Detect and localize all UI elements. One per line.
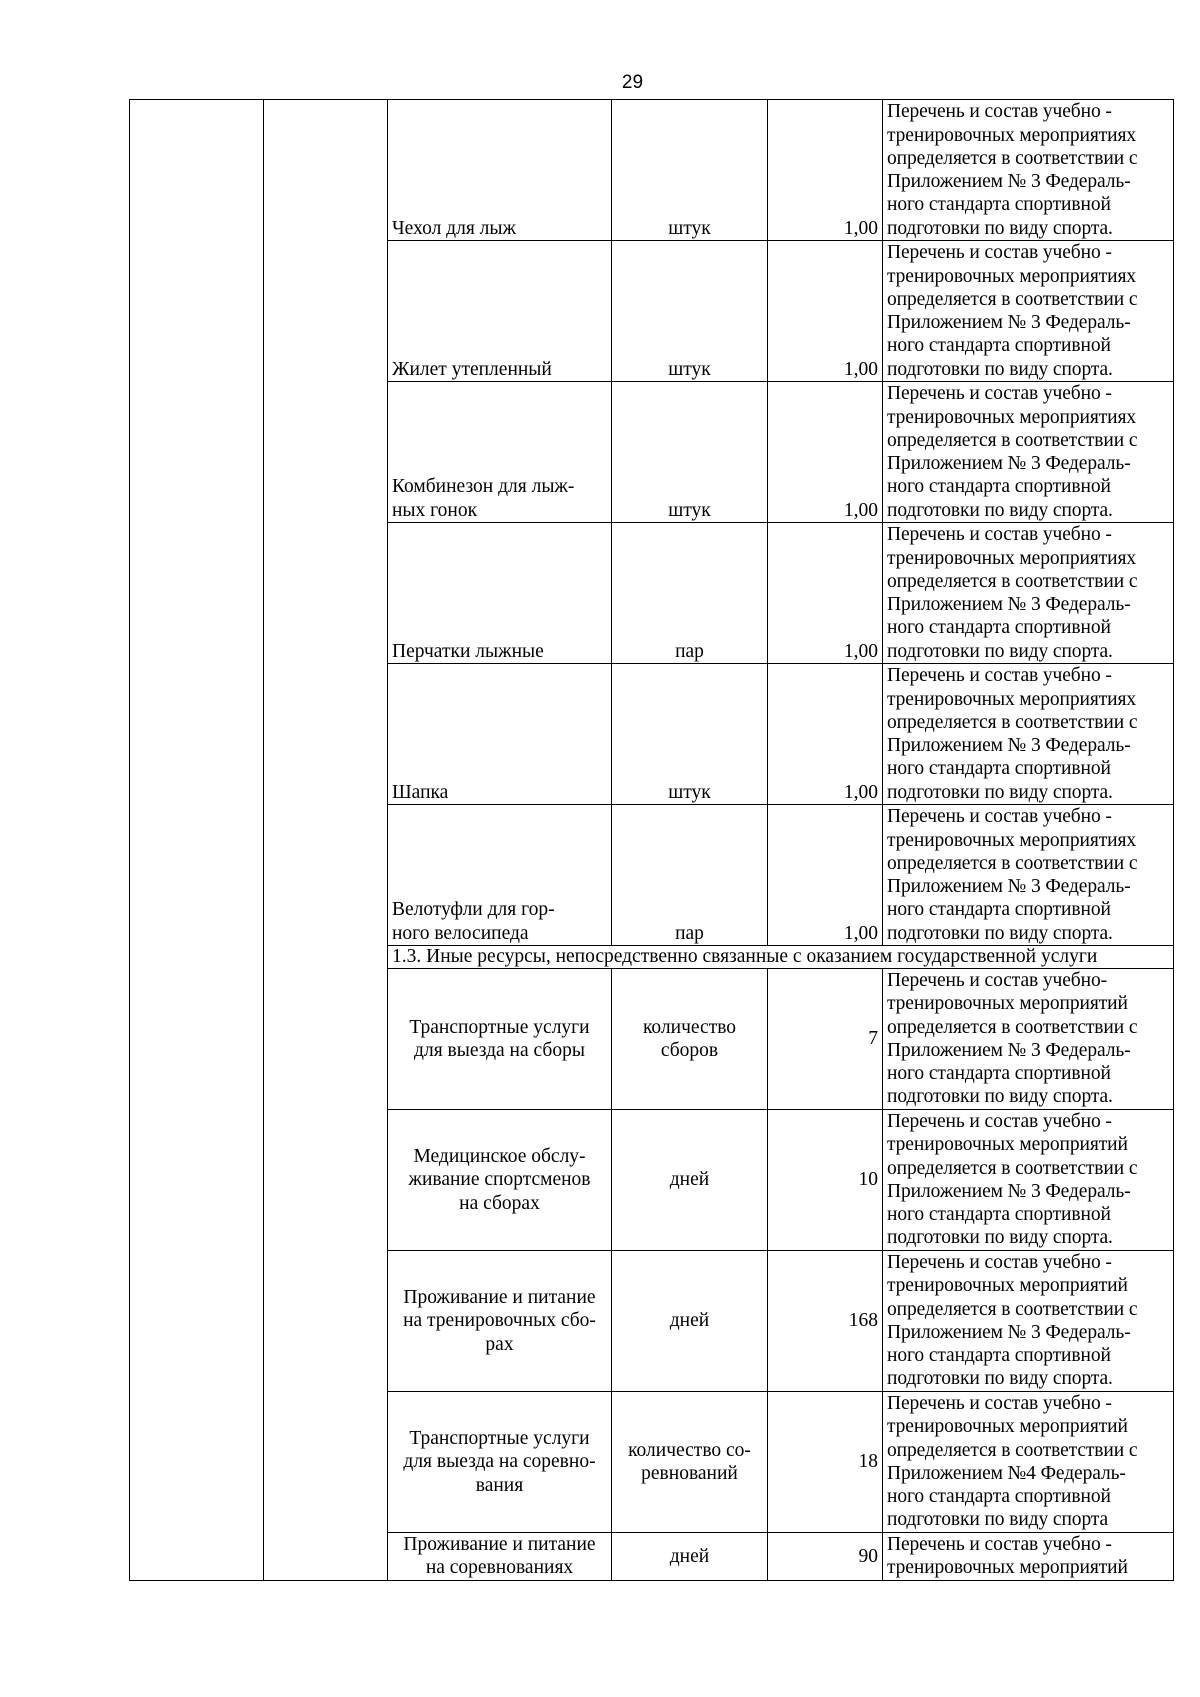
text-line: дней — [669, 1169, 710, 1191]
text-line: штук — [668, 781, 711, 803]
note — [883, 382, 1174, 523]
text-line: тренировочных мероприятиях — [887, 688, 1136, 710]
empty-column-1 — [130, 100, 264, 1581]
text-line: Перечень и состав учебно - — [887, 524, 1112, 546]
quantity: 90 — [768, 1533, 883, 1581]
resource-name — [388, 241, 612, 382]
text-line: Перечень и состав учебно - — [887, 1534, 1112, 1555]
text-line: тренировочных мероприятий — [887, 1275, 1128, 1297]
text-line: Приложением № 3 Федераль- — [887, 453, 1131, 475]
text-line: ного стандарта спортивной — [887, 1486, 1111, 1508]
resource-name — [388, 1533, 612, 1581]
text-line: определяется в соответствии с — [887, 1016, 1138, 1038]
text-line: подготовки по виду спорта. — [887, 358, 1113, 380]
resource-name — [388, 1251, 612, 1392]
text-line: на соревнованиях — [425, 1557, 574, 1579]
text-line: Приложением № 3 Федераль- — [887, 1039, 1131, 1061]
text-line: Приложением № 3 Федераль- — [887, 312, 1131, 334]
text-line: тренировочных мероприятиях — [887, 829, 1136, 851]
text-line: вания — [475, 1474, 524, 1496]
note — [883, 805, 1174, 946]
unit-of-measure — [612, 664, 768, 805]
resource-name — [388, 1392, 612, 1533]
text-line: живание спортсменов — [408, 1169, 591, 1191]
text-line: Перечень и состав учебно - — [887, 1393, 1112, 1414]
text-line: рах — [485, 1333, 514, 1355]
text-line: Транспортные услуги — [409, 1016, 590, 1038]
text-line: Транспортные услуги — [409, 1428, 590, 1450]
unit-of-measure — [612, 805, 768, 946]
text-line: Перечень и состав учебно- — [887, 970, 1107, 991]
text-line: штук — [668, 217, 711, 239]
text-line: подготовки по виду спорта. — [887, 1368, 1113, 1390]
text-line: Перечень и состав учебно - — [887, 806, 1112, 828]
text-line: Приложением № 3 Федераль- — [887, 1180, 1131, 1202]
text-line: Перечень и состав учебно - — [887, 383, 1112, 405]
text-line: Перечень и состав учебно - — [887, 1111, 1112, 1132]
text-line: подготовки по виду спорта. — [887, 499, 1113, 521]
text-line: ного стандарта спортивной — [887, 899, 1111, 921]
text-line: штук — [668, 499, 711, 521]
unit-of-measure — [612, 523, 768, 664]
text-line: Приложением № 3 Федераль- — [887, 876, 1131, 898]
text-line: Шапка — [392, 781, 449, 803]
quantity: 1,00 — [768, 100, 883, 241]
text-line: Велотуфли для гор- — [392, 899, 555, 921]
text-line: тренировочных мероприятиях — [887, 406, 1136, 428]
unit-of-measure — [612, 241, 768, 382]
note — [883, 1533, 1174, 1581]
text-line: сборов — [660, 1040, 719, 1061]
section-heading: 1.3. Иные ресурсы, непосредственно связанные с оказанием государственной услуги — [388, 946, 1174, 969]
text-line: для выезда на соревно- — [403, 1451, 596, 1473]
text-line: подготовки по виду спорта. — [887, 781, 1113, 803]
quantity: 7 — [768, 969, 883, 1110]
note — [883, 1251, 1174, 1392]
unit-of-measure — [612, 969, 768, 1110]
text-line: Проживание и питание — [403, 1534, 596, 1555]
text-line: ного стандарта спортивной — [887, 1204, 1111, 1226]
unit-of-measure — [612, 100, 768, 241]
text-line: Проживание и питание — [403, 1287, 596, 1309]
text-line: определяется в соответствии с — [887, 1157, 1138, 1179]
note — [883, 1392, 1174, 1533]
text-line: количество со- — [628, 1439, 751, 1461]
text-line: Медицинское обслу- — [413, 1146, 586, 1168]
text-line: определяется в соответствии с — [887, 1439, 1138, 1461]
page-number: 29 — [621, 72, 644, 93]
note — [883, 1110, 1174, 1251]
quantity: 1,00 — [768, 382, 883, 523]
unit-of-measure — [612, 1251, 768, 1392]
quantity: 10 — [768, 1110, 883, 1251]
text-line: Приложением № 3 Федераль- — [887, 735, 1131, 757]
resource-name — [388, 382, 612, 523]
text-line: Жилет утепленный — [392, 358, 552, 380]
text-line: ного велосипеда — [392, 922, 529, 944]
text-line: тренировочных мероприятиях — [887, 265, 1136, 287]
text-line: Приложением №4 Федераль- — [887, 1462, 1126, 1484]
quantity: 168 — [768, 1251, 883, 1392]
note — [883, 664, 1174, 805]
text-line: подготовки по виду спорта. — [887, 922, 1113, 944]
empty-column-2 — [264, 100, 388, 1581]
text-line: на сборах — [459, 1192, 540, 1214]
text-line: Перечень и состав учебно - — [887, 665, 1112, 687]
text-line: определяется в соответствии с — [887, 570, 1138, 592]
text-line: определяется в соответствии с — [887, 1298, 1138, 1320]
text-line: тренировочных мероприятиях — [887, 547, 1136, 569]
text-line: определяется в соответствии с — [887, 852, 1138, 874]
text-line: тренировочных мероприятий — [887, 1134, 1128, 1156]
text-line: для выезда на сборы — [414, 1040, 585, 1061]
text-line: пар — [675, 640, 704, 662]
text-line: Приложением № 3 Федераль- — [887, 594, 1131, 616]
text-line: ревнований — [641, 1463, 738, 1484]
text-line: Приложением № 3 Федераль- — [887, 171, 1131, 193]
text-line: дней — [669, 1310, 710, 1332]
resource-name — [388, 100, 612, 241]
text-line: ного стандарта спортивной — [887, 758, 1111, 780]
note — [883, 241, 1174, 382]
table-row — [130, 100, 1174, 241]
text-line: Перечень и состав учебно - — [887, 101, 1112, 123]
text-line: ного стандарта спортивной — [887, 617, 1111, 639]
text-line: тренировочных мероприятий — [887, 1557, 1128, 1579]
resource-name — [388, 1110, 612, 1251]
unit-of-measure — [612, 382, 768, 523]
text-line: тренировочных мероприятий — [887, 1416, 1128, 1438]
resources-table — [129, 99, 1174, 1581]
note — [883, 523, 1174, 664]
note — [883, 969, 1174, 1110]
text-line: подготовки по виду спорта. — [887, 640, 1113, 662]
quantity: 1,00 — [768, 523, 883, 664]
unit-of-measure — [612, 1533, 768, 1581]
unit-of-measure — [612, 1110, 768, 1251]
text-line: ного стандарта спортивной — [887, 476, 1111, 498]
quantity: 1,00 — [768, 664, 883, 805]
resource-name — [388, 805, 612, 946]
text-line: подготовки по виду спорта — [887, 1509, 1109, 1531]
text-line: определяется в соответствии с — [887, 711, 1138, 733]
text-line: ного стандарта спортивной — [887, 1063, 1111, 1085]
resource-name — [388, 969, 612, 1110]
text-line: Перечень и состав учебно - — [887, 1252, 1112, 1273]
text-line: определяется в соответствии с — [887, 147, 1138, 169]
text-line: ного стандарта спортивной — [887, 194, 1111, 216]
text-line: ного стандарта спортивной — [887, 335, 1111, 357]
text-line: определяется в соответствии с — [887, 429, 1138, 451]
text-line: подготовки по виду спорта. — [887, 1227, 1113, 1249]
quantity: 1,00 — [768, 805, 883, 946]
quantity: 1,00 — [768, 241, 883, 382]
text-line: количество — [642, 1016, 737, 1038]
text-line: ного стандарта спортивной — [887, 1345, 1111, 1367]
text-line: Перечень и состав учебно - — [887, 242, 1112, 264]
text-line: тренировочных мероприятий — [887, 993, 1128, 1015]
text-line: тренировочных мероприятиях — [887, 124, 1136, 146]
text-line: подготовки по виду спорта. — [887, 217, 1113, 239]
text-line: Перчатки лыжные — [392, 640, 544, 662]
text-line: Комбинезон для лыж- — [392, 476, 575, 498]
text-line: пар — [675, 922, 704, 944]
text-line: на тренировочных сбо- — [403, 1310, 596, 1332]
text-line: ных гонок — [392, 499, 478, 521]
quantity: 18 — [768, 1392, 883, 1533]
text-line: определяется в соответствии с — [887, 288, 1138, 310]
text-line: штук — [668, 358, 711, 380]
resource-name — [388, 523, 612, 664]
text-line: Чехол для лыж — [392, 217, 516, 239]
text-line: дней — [669, 1545, 710, 1567]
note — [883, 100, 1174, 241]
text-line: Приложением № 3 Федераль- — [887, 1321, 1131, 1343]
resource-name — [388, 664, 612, 805]
unit-of-measure — [612, 1392, 768, 1533]
text-line: подготовки по виду спорта. — [887, 1086, 1113, 1108]
